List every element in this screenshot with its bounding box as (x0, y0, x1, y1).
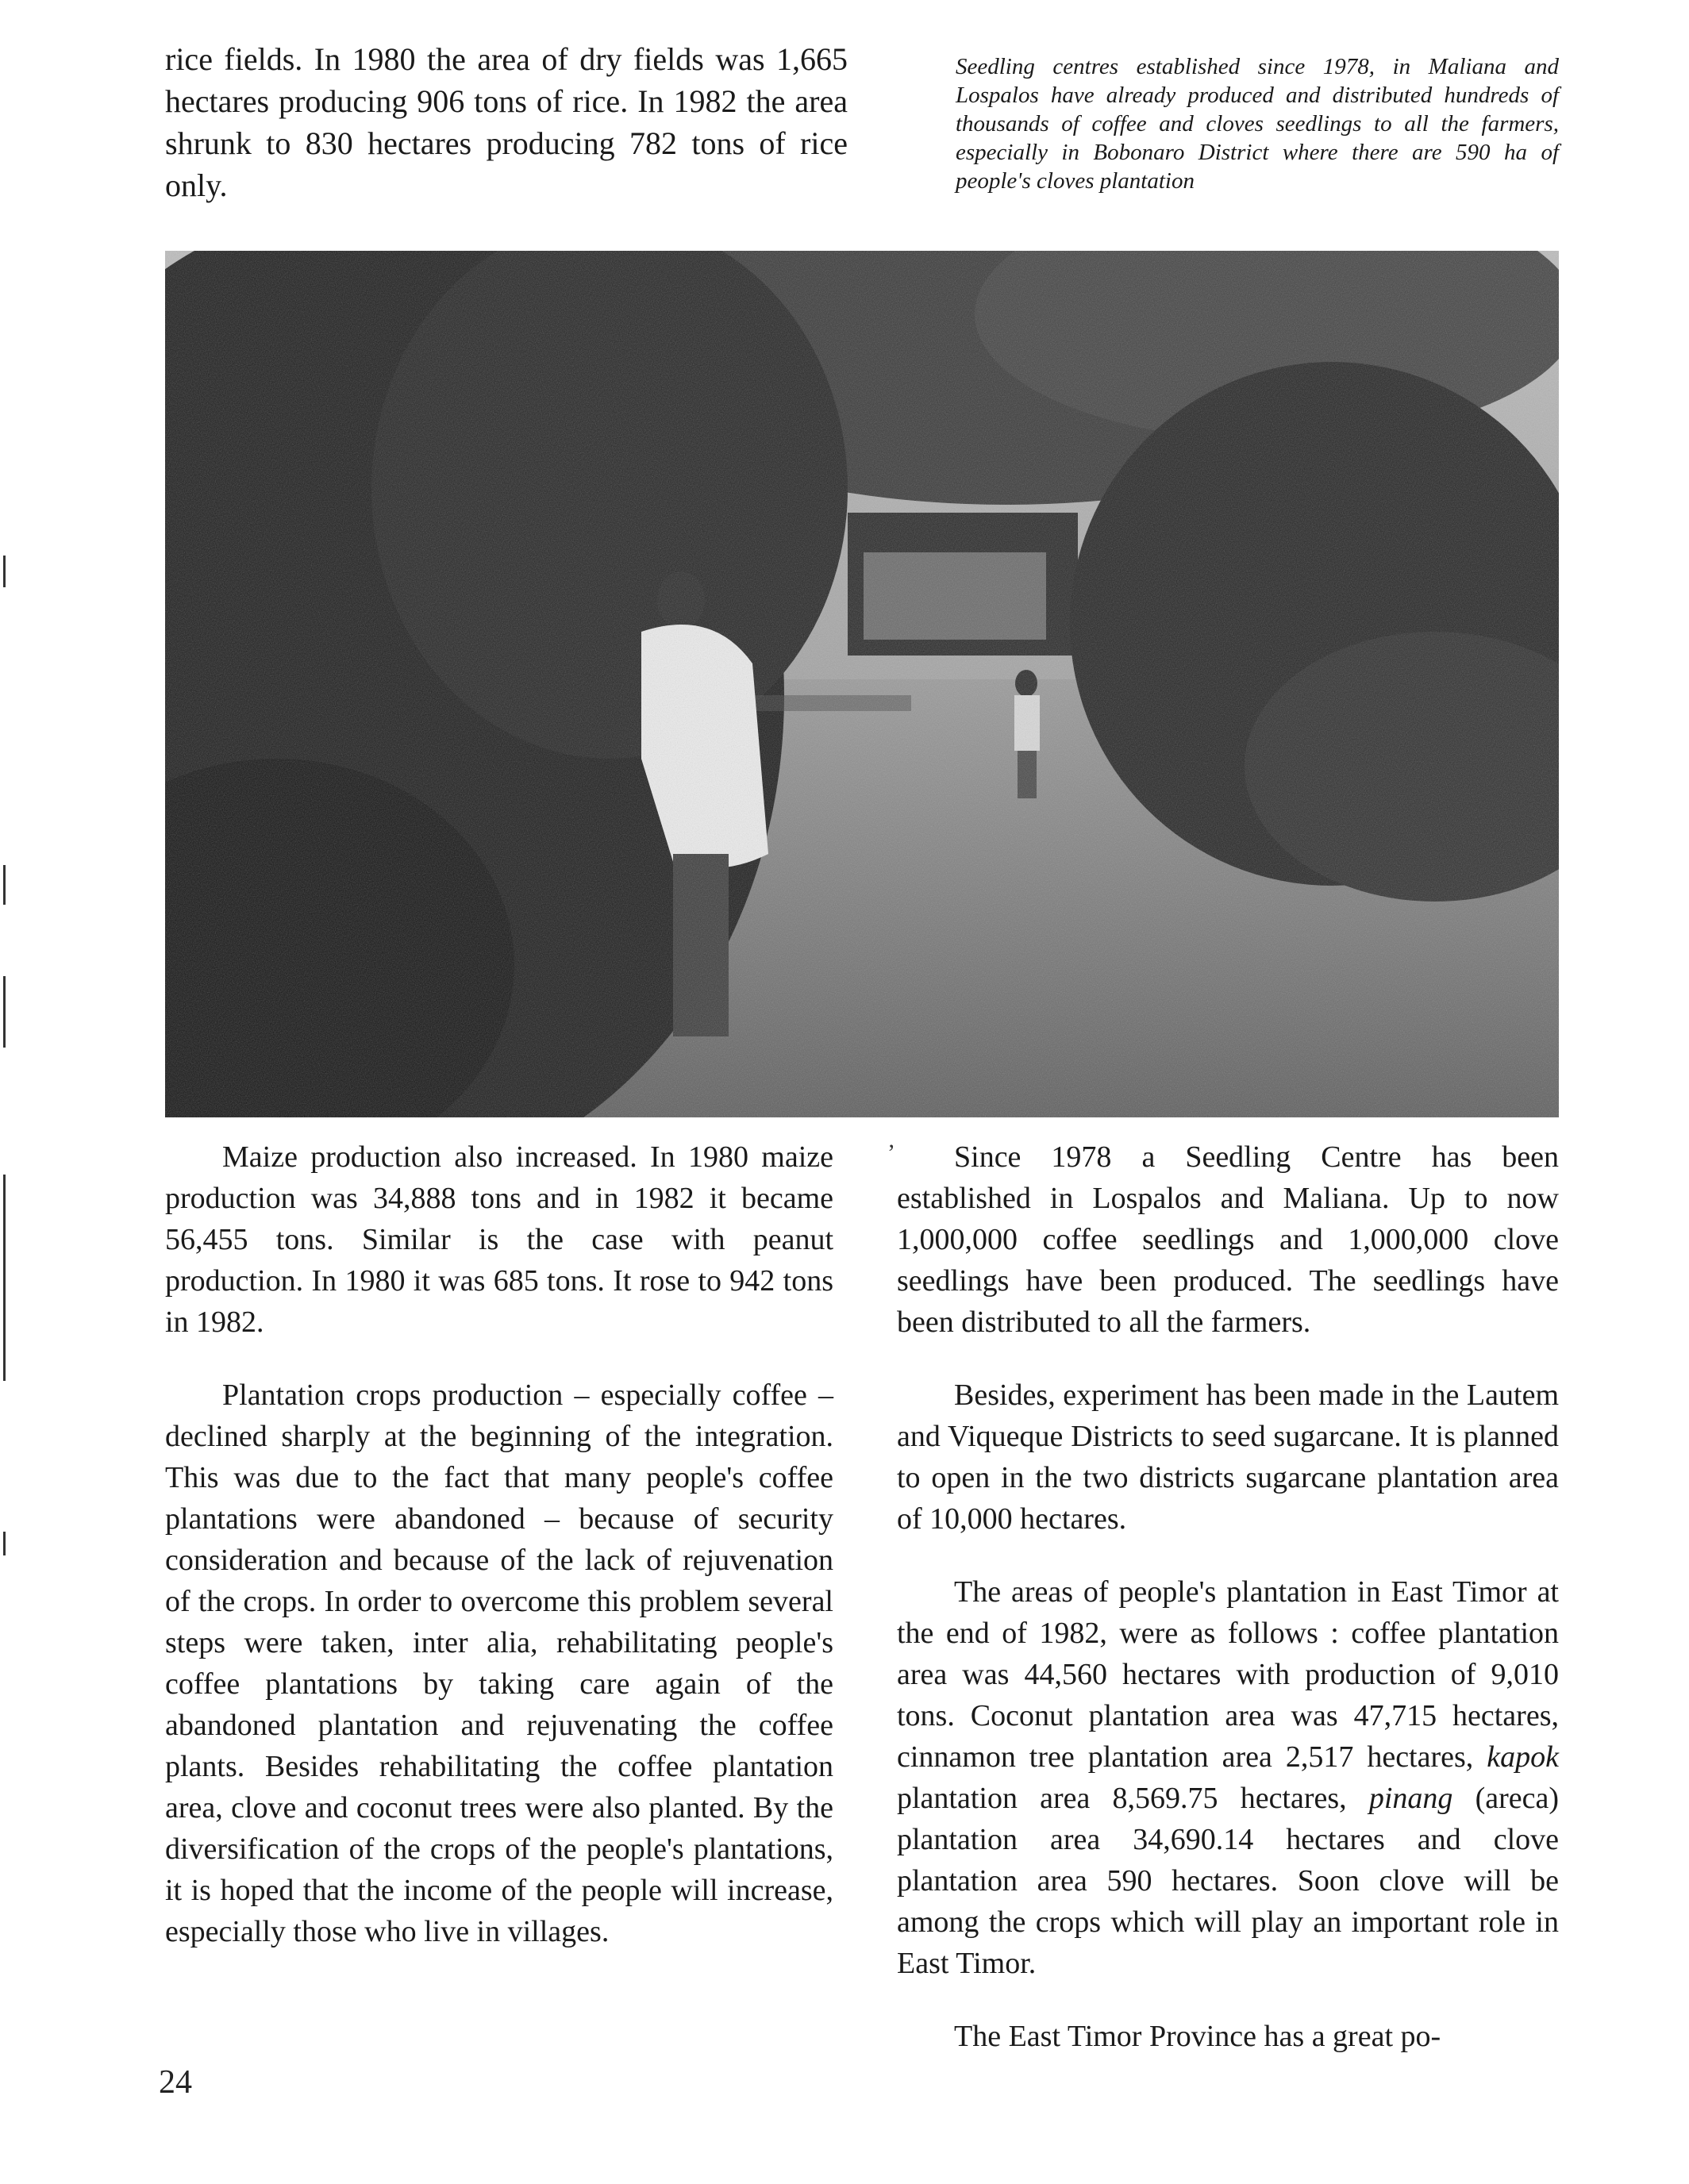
scan-edge-mark (3, 865, 6, 905)
top-left-text (165, 38, 848, 206)
text-run: The areas of people's plantation in East Timor at the end of 1982, were as follows : coffee plantation area was 44,560 hectares with production of 9,010 tons. Coconut plantation area was 47,715 hectares, cinnamon tree plantation area 2,517 hectares, (897, 1575, 1559, 1774)
italic-term: pinang (1368, 1782, 1453, 1815)
paragraph: Plantation crops production – especially coffee – declined sharply at the beginning of the integration. This was due to the fact that many people's coffee plantations were abandoned – because of security consideration and because of the lack of rejuvenation of the crops. In order to overcome this problem several steps were taken, inter alia, rehabilitating people's coffee plantations by taking care again of the abandoned plantation and rejuvenating the coffee plants. Besides rehabilitating the coffee plantation area, clove and coconut trees were also planted. By the diversification of the crops of the people's plantations, it is hoped that the income of the people will increase, especially those who live in villages. (165, 1378, 833, 1948)
plantation-photo-illustration (165, 251, 1559, 1117)
paragraph: rice fields. In 1980 the area of dry fields was 1,665 hectares producing 906 tons of rice. In 1982 the area shrunk to 830 hectares producing 782 tons of rice only. (165, 41, 848, 203)
photo-farmers-in-plantation (165, 251, 1559, 1117)
paragraph: The East Timor Province has a great po- (954, 2020, 1441, 2053)
stray-mark: ’ (887, 1140, 895, 1166)
photo-caption: Seedling centres established since 1978, in Maliana and Lospalos have already produced and distributed hundreds of thousands of coffee and cloves seedlings to all the farmers, especially in Bobonaro District where there are 590 ha of people's cloves plantation (956, 54, 1559, 194)
text-run: (areca) plantation area 34,690.14 hectares and clove plantation area 590 hectares. Soon clove will be among the crops which will play an important role in East Timor. (897, 1782, 1559, 1980)
left-column (165, 1136, 833, 1984)
paragraph: Since 1978 a Seedling Centre has been established in Lospalos and Maliana. Up to now 1,000,000 coffee seedlings and 1,000,000 clove seedlings have been produced. The seedlings have been distributed to all the farmers. (897, 1140, 1559, 1339)
paragraph: Besides, experiment has been made in the Lautem and Viqueque Districts to seed sugarcane. It is planned to open in the two districts sugarcane plantation area of 10,000 hectares. (897, 1378, 1559, 1536)
italic-term: kapok (1487, 1740, 1559, 1774)
scan-edge-mark (3, 556, 6, 587)
paragraph (897, 1571, 1559, 1984)
scan-edge-mark (3, 1175, 6, 1381)
page-number: 24 (159, 2064, 192, 2101)
text-run: plantation area 8,569.75 hectares, (897, 1782, 1369, 1815)
scan-edge-mark (3, 1532, 6, 1555)
right-column (897, 1136, 1559, 2089)
paragraph: Maize production also increased. In 1980 maize production was 34,888 tons and in 1982 it became 56,455 tons. Similar is the case with peanut production. In 1980 it was 685 tons. It rose to 942 tons in 1982. (165, 1140, 833, 1339)
scan-edge-mark (3, 976, 6, 1048)
